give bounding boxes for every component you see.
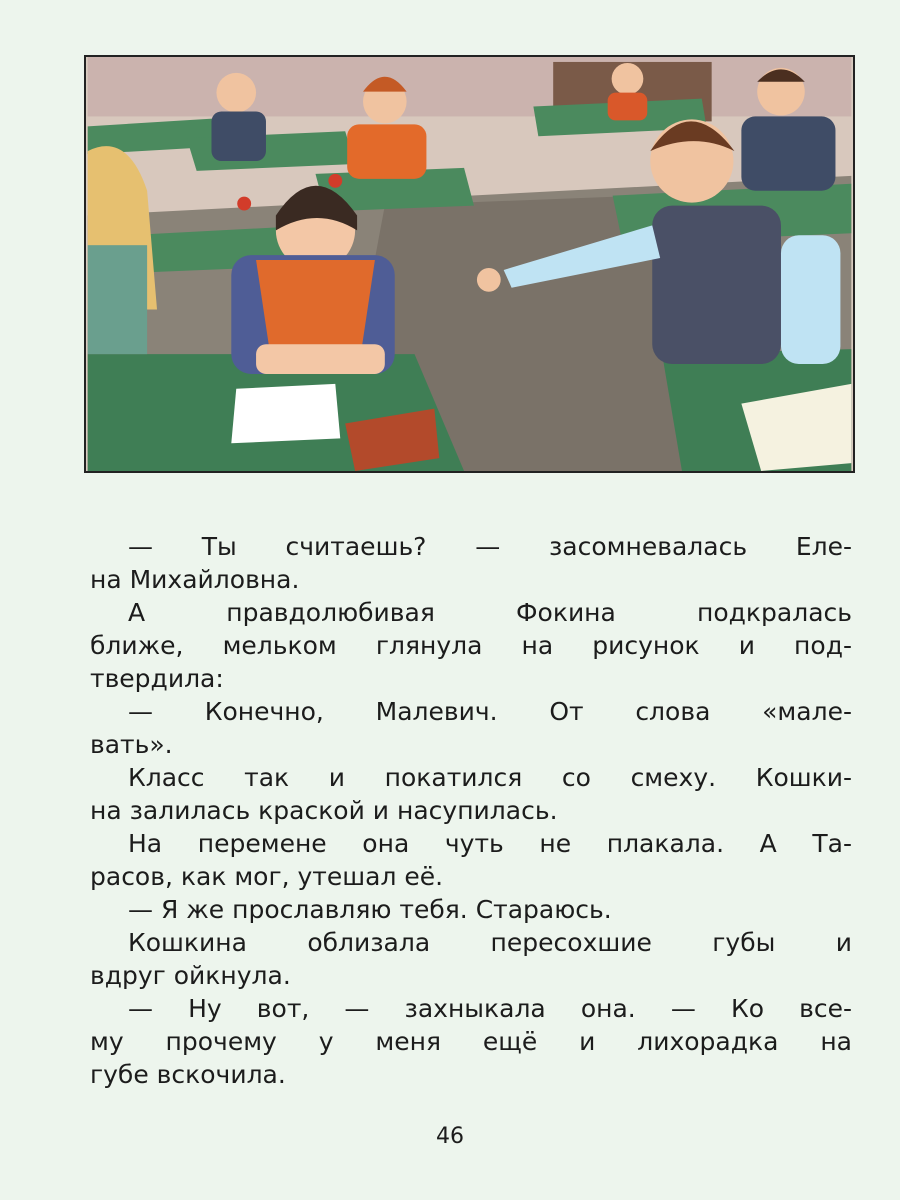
text-line: расов, как мог, утешал её. (90, 862, 444, 891)
text-line: — Ну вот, — захныкала она. — Ко все- (128, 994, 852, 1023)
text-line: Класс так и покатился со смеху. Кошки- (128, 763, 852, 792)
paragraph (90, 893, 852, 926)
text-line: твердила: (90, 664, 224, 693)
text-line: — Конечно, Малевич. От слова «малe- (128, 697, 852, 726)
paragraph (90, 992, 852, 1091)
story-text (90, 530, 852, 1091)
text-line: А правдолюбивая Фокина подкралась (128, 598, 852, 627)
text-line: му прочему у меня ещё и лихорадка на (90, 1027, 852, 1056)
text-line: — Я же прославляю тебя. Стараюсь. (128, 895, 612, 924)
text-line: вать». (90, 730, 173, 759)
text-line: на залилась краской и насупилась. (90, 796, 558, 825)
paragraph (90, 827, 852, 893)
text-line: ближе, мельком глянула на рисунок и под- (90, 631, 852, 660)
classroom-illustration-svg (86, 57, 853, 471)
classroom-illustration (84, 55, 855, 473)
paragraph (90, 926, 852, 992)
page-number: 46 (436, 1124, 464, 1149)
text-line: На перемене она чуть не плакала. А Та- (128, 829, 852, 858)
text-line: Кошкина облизала пересохшие губы и (128, 928, 852, 957)
paragraph (90, 695, 852, 761)
paragraph (90, 530, 852, 596)
text-line: вдруг ойкнула. (90, 961, 291, 990)
paragraph (90, 596, 852, 695)
text-line: губе вскочила. (90, 1060, 286, 1089)
text-line: на Михайловна. (90, 565, 300, 594)
paragraph (90, 761, 852, 827)
text-line: — Ты считаешь? — засомневалась Еле- (128, 532, 852, 561)
